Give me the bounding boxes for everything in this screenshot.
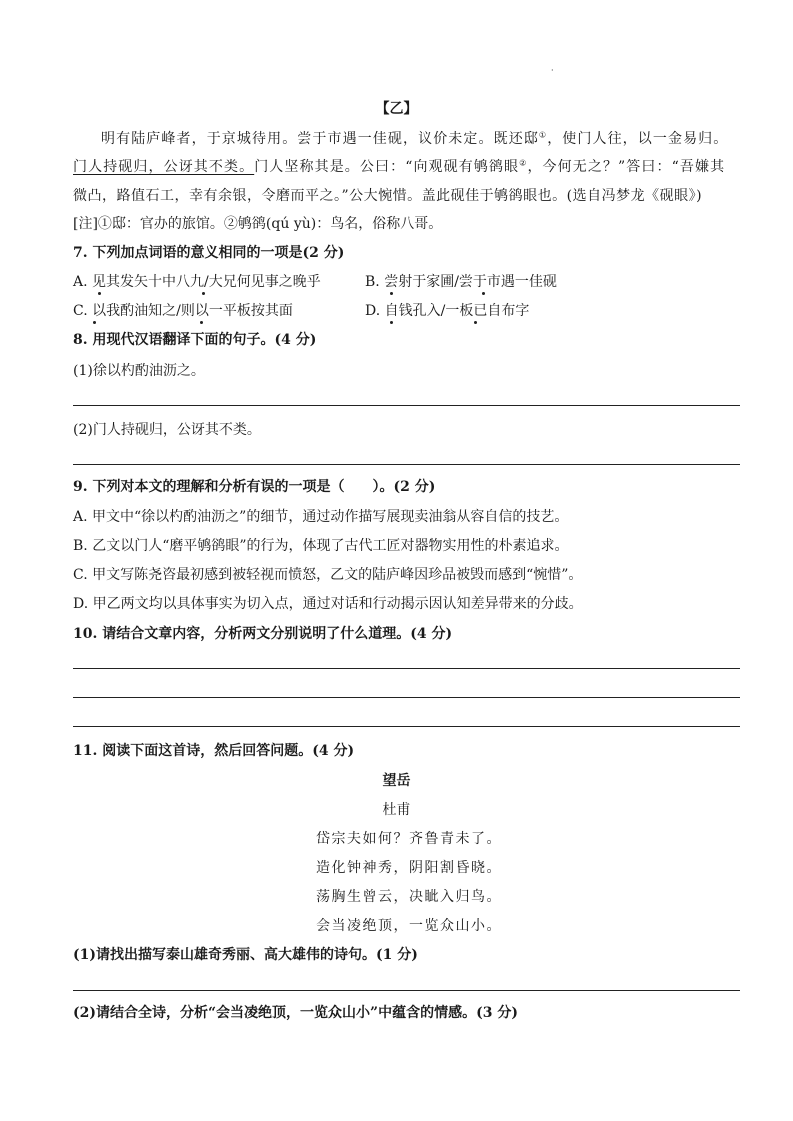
q7-option-a: A. 见其发矢十中八九/大兄何见事之晚乎 (73, 274, 321, 290)
answer-line[interactable] (73, 726, 740, 727)
poem-line-2: 造化钟神秀，阴阳割昏晓。 (316, 860, 502, 876)
q7-option-c: C. 以我酌油知之/则以一平板按其面 (73, 303, 293, 319)
q7-option-b: B. 尝射于家圃/尝于市遇一佳砚 (365, 274, 557, 290)
answer-line[interactable] (73, 464, 740, 465)
q11-sub-question-1: (1)请找出描写泰山雄奇秀丽、高大雄伟的诗句。(1 分) (73, 947, 418, 963)
q9-option-b: B. 乙文以门人“磨平鸲鹆眼”的行为，体现了古代工匠对器物实用性的朴素追求。 (73, 538, 569, 554)
q9-option-a: A. 甲文中“徐以杓酌油沥之”的细节，通过动作描写展现卖油翁从容自信的技艺。 (73, 509, 569, 525)
q11-sub-question-2: (2)请结合全诗，分析“会当凌绝顶，一览众山小”中蕴含的情感。(3 分) (73, 1005, 518, 1021)
poem-line-1: 岱宗夫如何？齐鲁青未了。 (316, 831, 502, 847)
q11-stem: 11. 阅读下面这首诗，然后回答问题。(4 分) (73, 743, 355, 759)
poem-line-4: 会当凌绝顶，一览众山小。 (316, 918, 502, 934)
passage-line-2: 门人持砚归，公讶其不类。门人坚称其是。公曰：“向观砚有鸲鹆眼②，今何无之？”答曰：“吾嫌其 (73, 158, 726, 175)
passage-line-3: 微凸，路值石工，幸有余银，令磨而平之。”公大惋惜。盖此砚佳于鸲鹆眼也。(选自冯梦龙《砚眼》) (73, 188, 703, 204)
emphasis-dot (202, 292, 205, 295)
q9-option-c: C. 甲文写陈尧咨最初感到被轻视而愤怒，乙文的陆庐峰因珍品被毁而感到“惋惜”。 (73, 567, 583, 583)
q8-sentence-1: (1)徐以杓酌油沥之。 (73, 363, 205, 379)
q7-stem: 7. 下列加点词语的意义相同的一项是(2 分) (73, 245, 345, 261)
poem-title: 望岳 (382, 773, 411, 789)
passage-note: [注]①邸：官办的旅馆。②鸲鹆(qú yù)：鸟名，俗称八哥。 (73, 216, 443, 232)
poem-author: 杜甫 (382, 802, 411, 818)
answer-line[interactable] (73, 405, 740, 406)
header-mark: · (551, 66, 554, 75)
passage-line-1: 明有陆庐峰者，于京城待用。尝于市遇一佳砚，议价未定。既还邸①，使门人往，以一金易归。 (101, 130, 729, 147)
q9-stem: 9. 下列对本文的理解和分析有误的一项是（ ）。(2 分) (73, 479, 436, 495)
poem-line-3: 荡胸生曾云，决眦入归鸟。 (316, 889, 502, 905)
underlined-sentence: 门人持砚归，公讶其不类。 (73, 159, 255, 175)
emphasis-dot (474, 321, 477, 324)
answer-line[interactable] (73, 990, 740, 991)
q10-stem: 10. 请结合文章内容，分析两文分别说明了什么道理。(4 分) (73, 626, 453, 642)
emphasis-dot (200, 321, 203, 324)
emphasis-dot (390, 292, 393, 295)
emphasis-dot (98, 292, 101, 295)
emphasis-dot (390, 321, 393, 324)
q8-sentence-2: (2)门人持砚归，公讶其不类。 (73, 422, 261, 438)
q9-option-d: D. 甲乙两文均以具体事实为切入点，通过对话和行动揭示因认知差异带来的分歧。 (73, 596, 583, 612)
q7-option-d: D. 自钱孔入/一板已自布字 (365, 303, 530, 319)
answer-line[interactable] (73, 697, 740, 698)
emphasis-dot (93, 321, 96, 324)
q8-stem: 8. 用现代汉语翻译下面的句子。(4 分) (73, 332, 317, 348)
emphasis-dot (482, 292, 485, 295)
section-title: 【乙】 (375, 101, 418, 117)
answer-line[interactable] (73, 668, 740, 669)
